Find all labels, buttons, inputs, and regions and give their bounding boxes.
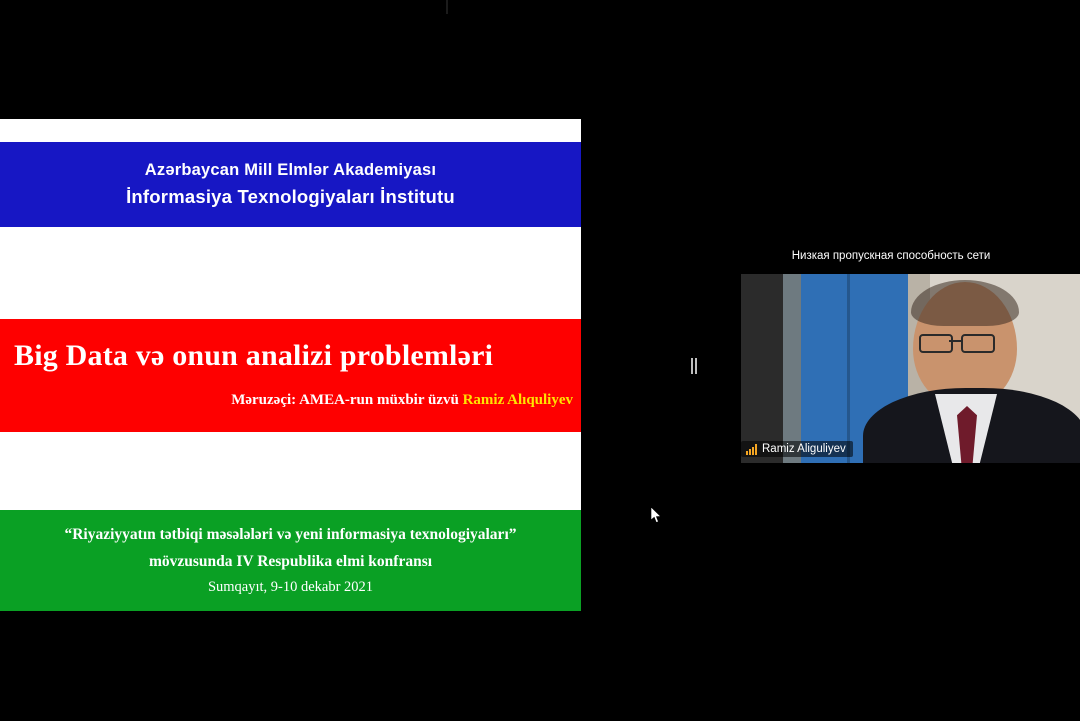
presentation-slide[interactable] xyxy=(0,119,581,611)
signal-strength-icon xyxy=(746,444,757,455)
participant-name-label: Ramiz Aliguliyev xyxy=(762,443,846,455)
mouse-pointer-icon xyxy=(651,507,662,524)
participant-name-badge xyxy=(741,441,853,457)
slide-presenter-prefix: Məruzəçi: AMEA-run müxbir üzvü xyxy=(231,392,463,408)
resize-handle-bar-right xyxy=(695,358,697,374)
slide-presenter-name: Ramiz Alıquliyev xyxy=(462,392,573,408)
slide-header-band xyxy=(0,142,581,227)
slide-presenter-line xyxy=(0,392,573,409)
participant-video-stream xyxy=(741,274,1080,463)
screen-share-region[interactable] xyxy=(0,119,690,611)
slide-title: Big Data və onun analizi problemləri xyxy=(14,339,494,372)
slide-footer-band xyxy=(0,510,581,611)
resize-handle-bar-left xyxy=(691,358,693,374)
participant-video-tile[interactable] xyxy=(702,245,1080,485)
slide-institution-line2: İnformasiya Texnologiyaları İnstitutu xyxy=(126,186,455,207)
panel-resize-handle[interactable] xyxy=(690,358,700,374)
slide-conference-name: mövzusunda IV Respublika elmi konfransı xyxy=(148,552,433,570)
video-bg-dark-area xyxy=(741,274,783,463)
participant-glasses-right xyxy=(961,334,995,353)
participant-glasses-left xyxy=(919,334,953,353)
participant-hair xyxy=(911,280,1019,326)
participant-figure xyxy=(869,282,1080,463)
window-top-tick-mark xyxy=(446,0,448,14)
participant-glasses-bridge xyxy=(949,340,961,342)
slide-conference-topic: “Riyaziyyatın tətbiqi məsələləri və yeni informasiya texnologiyaları” xyxy=(64,525,517,543)
slide-conference-date: Sumqayıt, 9-10 dekabr 2021 xyxy=(207,578,374,595)
slide-title-band xyxy=(0,319,581,432)
slide-institution-line1: Azərbaycan Mill Elmlər Akademiyası xyxy=(144,161,437,179)
video-bg-wall-left xyxy=(783,274,801,463)
network-warning-banner: Низкая пропускная способность сети xyxy=(702,245,1080,267)
